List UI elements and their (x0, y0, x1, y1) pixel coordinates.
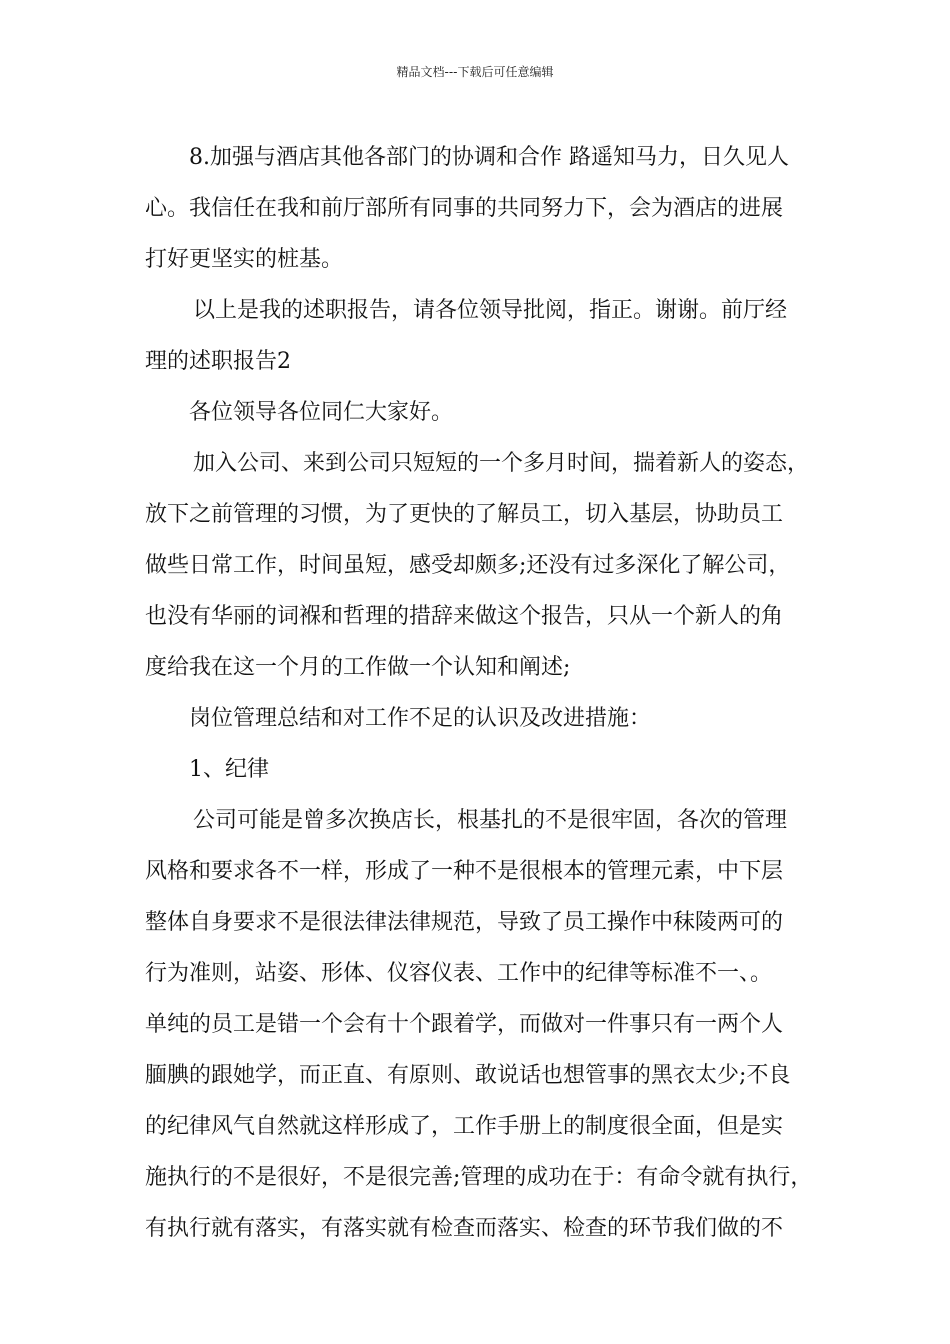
paragraph-line: 单纯的员工是错一个会有十个跟着学，而做对一件事只有一两个人 (145, 1012, 784, 1037)
paragraph-line: 打好更坚实的桩基。 (145, 247, 344, 272)
paragraph-line: 以上是我的述职报告，请各位领导批阅，指正。谢谢。前厅经 (193, 298, 788, 323)
paragraph-line: 风格和要求各不一样，形成了一种不是很根本的管理元素，中下层 (145, 859, 784, 884)
page-header: 精品文档---下载后可任意编辑 (396, 65, 554, 79)
paragraph-line: 腼腆的跟她学，而正直、有原则、敢说话也想管事的黑衣太少;不良 (145, 1063, 791, 1088)
document-body (145, 132, 830, 1254)
section-heading: 1、纪律 (189, 757, 269, 782)
paragraph-line: 行为准则，站姿、形体、仪容仪表、工作中的纪律等标准不一、。 (145, 961, 773, 986)
paragraph-line: 的纪律风气自然就这样形成了，工作手册上的制度很全面，但是实 (145, 1114, 784, 1139)
paragraph-line: 岗位管理总结和对工作不足的认识及改进措施： (189, 706, 652, 731)
paragraph-line: 有执行就有落实，有落实就有检查而落实、检查的环节我们做的不 (145, 1216, 784, 1241)
paragraph-line: 8.加强与酒店其他各部门的协调和合作 路遥知马力，日久见人 (189, 145, 789, 170)
paragraph-line: 度给我在这一个月的工作做一个认知和阐述; (145, 655, 571, 680)
paragraph-line: 放下之前管理的习惯，为了更快的了解员工，切入基层，协助员工 (145, 502, 784, 527)
paragraph-line: 理的述职报告2 (145, 349, 291, 374)
paragraph-line: 加入公司、来到公司只短短的一个多月时间，揣着新人的姿态， (193, 451, 810, 476)
paragraph-line: 心。我信任在我和前厅部所有同事的共同努力下，会为酒店的进展 (145, 196, 784, 221)
paragraph-line: 做些日常工作，时间虽短，感受却颇多;还没有过多深化了解公司， (145, 553, 791, 578)
paragraph-line: 施执行的不是很好，不是很完善;管理的成功在于：有命令就有执行， (145, 1165, 813, 1190)
paragraph-line: 各位领导各位同仁大家好。 (189, 400, 454, 425)
paragraph-line: 整体自身要求不是很法律法律规范，导致了员工操作中秣陵两可的 (145, 910, 784, 935)
paragraph-line: 公司可能是曾多次换店长，根基扎的不是很牢固，各次的管理 (193, 808, 788, 833)
paragraph-line: 也没有华丽的词褓和哲理的措辞来做这个报告，只从一个新人的角 (145, 604, 784, 629)
